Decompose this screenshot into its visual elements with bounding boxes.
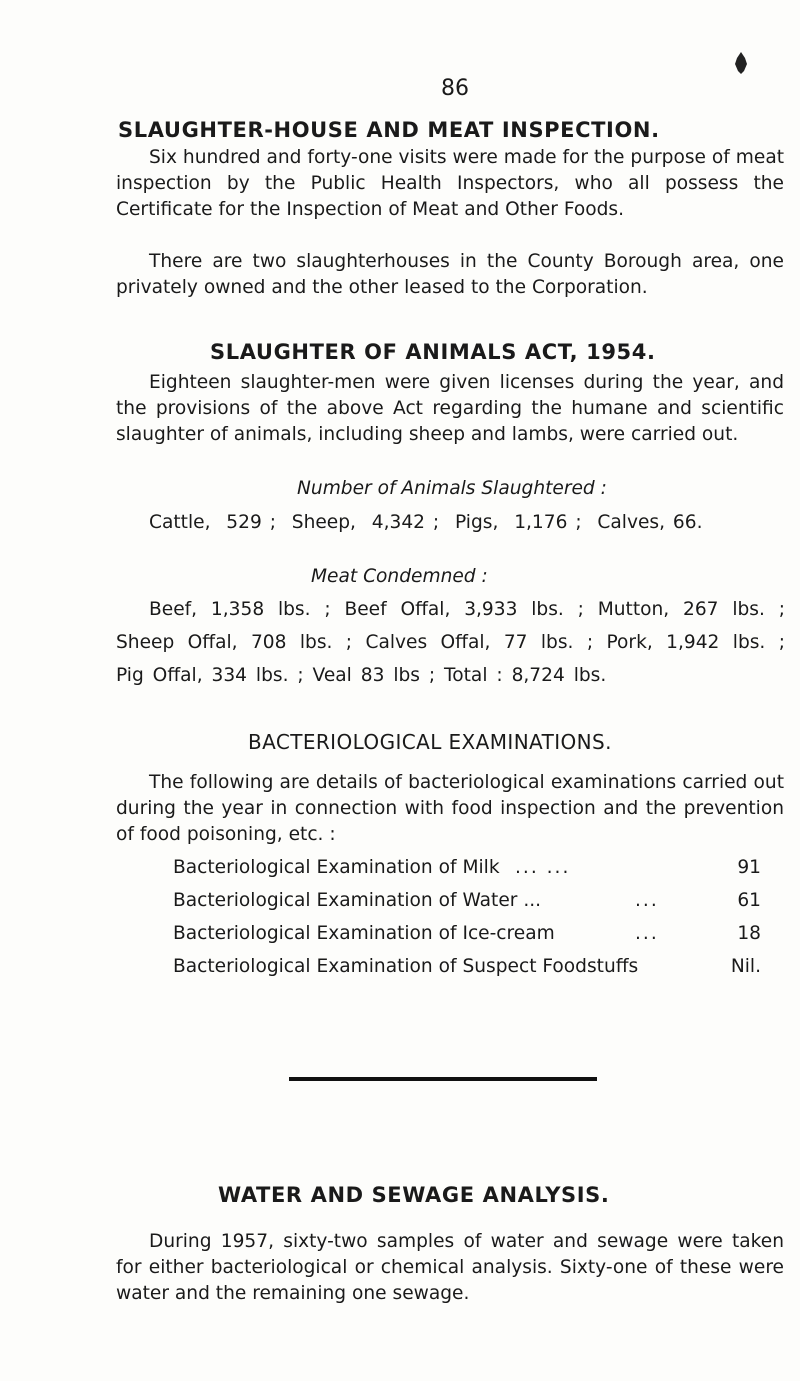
meat-condemned-line-1: Beef, 1,358 lbs. ; Beef Offal, 3,933 lbs. ; Mutton, 267 lbs. ;: [149, 599, 785, 620]
section-heading-bacteriological: BACTERIOLOGICAL EXAMINATIONS.: [248, 730, 612, 754]
paragraph-slaughter-men: Eighteen slaughter-men were given licenses during the year, and the provisions of the above Act regarding the humane and scientific slaughter of animals, including sheep and lambs, were carried out.: [116, 372, 784, 445]
section-heading-slaughter-act: SLAUGHTER OF ANIMALS ACT, 1954.: [210, 340, 656, 364]
paragraph-water-sewage: During 1957, sixty-two samples of water and sewage were taken for either bacteriological or chemical analysis. Sixty-one of these were water and the remaining one sewage.: [116, 1231, 784, 1304]
paragraph-meat-inspection: Six hundred and forty-one visits were made for the purpose of meat inspection by the Public Health Inspectors, who all possess the Certificate for the Inspection of Meat and Other Foods.: [116, 147, 784, 220]
ink-blot-mark: [734, 52, 748, 74]
exam-leader-dots: ...: [635, 923, 659, 944]
meat-condemned-line-2: Sheep Offal, 708 lbs. ; Calves Offal, 77 lbs. ; Pork, 1,942 lbs. ;: [116, 632, 785, 653]
exam-count: 18: [737, 923, 761, 944]
section-divider-rule: [289, 1077, 597, 1081]
exam-leader-dots: ...: [635, 890, 659, 911]
exam-count: 91: [737, 857, 761, 878]
section-heading-water-sewage: WATER AND SEWAGE ANALYSIS.: [218, 1183, 610, 1207]
exam-label: Bacteriological Examination of Ice-cream: [173, 923, 555, 944]
paragraph-slaughterhouses: There are two slaughterhouses in the County Borough area, one privately owned and the other leased to the Corporation.: [116, 251, 784, 298]
animals-slaughtered-line: Cattle, 529 ; Sheep, 4,342 ; Pigs, 1,176 ; Calves, 66.: [149, 512, 703, 533]
exam-label: Bacteriological Examination of Milk: [173, 857, 500, 878]
exam-count: Nil.: [730, 956, 761, 977]
section-heading-slaughterhouse: SLAUGHTER-HOUSE AND MEAT INSPECTION.: [118, 118, 660, 142]
meat-condemned-line-3: Pig Offal, 334 lbs. ; Veal 83 lbs ; Total : 8,724 lbs.: [116, 665, 607, 686]
exam-label: Bacteriological Examination of Water ...: [173, 890, 542, 911]
exam-leader-dots: ... ...: [515, 857, 571, 878]
paragraph-bacteriological: The following are details of bacteriological examinations carried out during the year in connection with food inspection and the prevention of food poisoning, etc. :: [116, 772, 784, 845]
meat-condemned-heading: Meat Condemned :: [311, 566, 488, 587]
animals-slaughtered-heading: Number of Animals Slaughtered :: [297, 478, 607, 499]
exam-label: Bacteriological Examination of Suspect Foodstuffs: [173, 956, 639, 977]
exam-count: 61: [737, 890, 761, 911]
page-number: 86: [441, 76, 469, 101]
